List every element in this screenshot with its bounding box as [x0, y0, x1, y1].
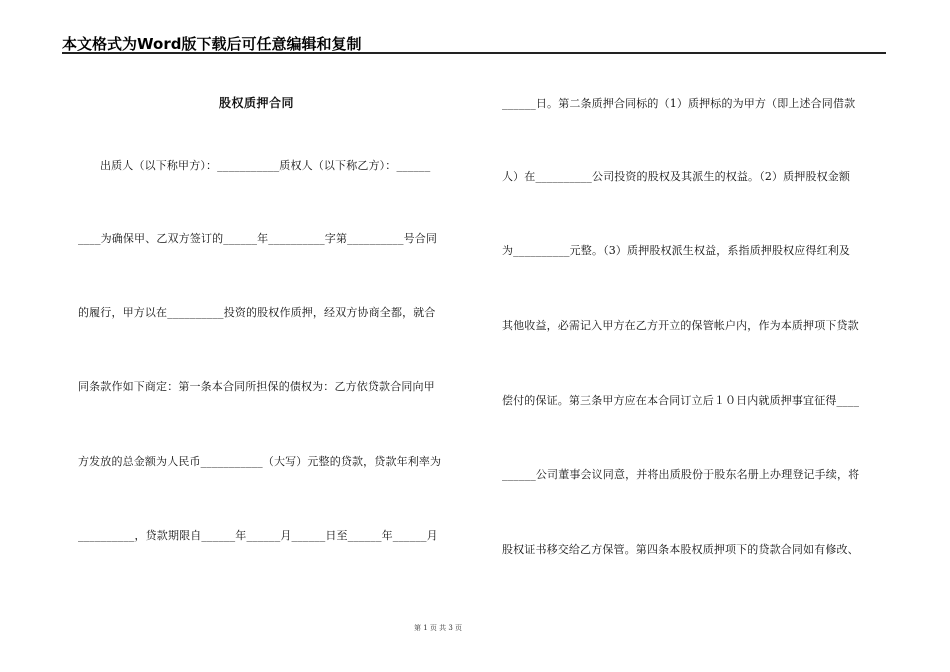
left-line-4: 同条款作如下商定：第一条本合同所担保的债权为：乙方依贷款合同向甲	[78, 380, 435, 393]
right-line-6: ______公司董事会议同意，并将出质股份于股东名册上办理登记手续，将	[502, 468, 860, 481]
right-line-5: 偿付的保证。第三条甲方应在本合同订立后１０日内就质押事宜征得____	[502, 394, 860, 407]
right-line-3: 为__________元整。（3）质押股权派生权益，系指质押股权应得红利及	[502, 244, 851, 257]
left-line-2: ____为确保甲、乙双方签订的______年__________字第__________号合同	[78, 232, 438, 245]
right-line-2: 人）在__________公司投资的股权及其派生的权益。（2）质押股权金额	[502, 170, 851, 183]
document-title: 股权质押合同	[219, 96, 295, 110]
right-line-1: ______日。第二条质押合同标的（1）质押标的为甲方（即上述合同借款	[502, 97, 856, 110]
left-line-1: 出质人（以下称甲方）：___________质权人（以下称乙方）：______	[100, 159, 431, 172]
left-line-3: 的履行，甲方以在__________投资的股权作质押，经双方协商全都，就合	[78, 306, 436, 319]
right-line-7: 股权证书移交给乙方保管。第四条本股权质押项下的贷款合同如有修改、	[502, 543, 859, 556]
left-line-5: 方发放的总金额为人民币___________（大写）元整的贷款，贷款年利率为	[78, 455, 442, 468]
left-line-6: __________，贷款期限自______年______月______日至______年______月	[78, 529, 438, 542]
page-number: 第 1 页 共 3 页	[414, 624, 463, 632]
document-banner: 本文格式为Word版下载后可任意编辑和复制	[62, 35, 362, 53]
header-divider	[62, 52, 886, 54]
right-line-4: 其他收益，必需记入甲方在乙方开立的保管帐户内，作为本质押项下贷款	[502, 319, 859, 332]
